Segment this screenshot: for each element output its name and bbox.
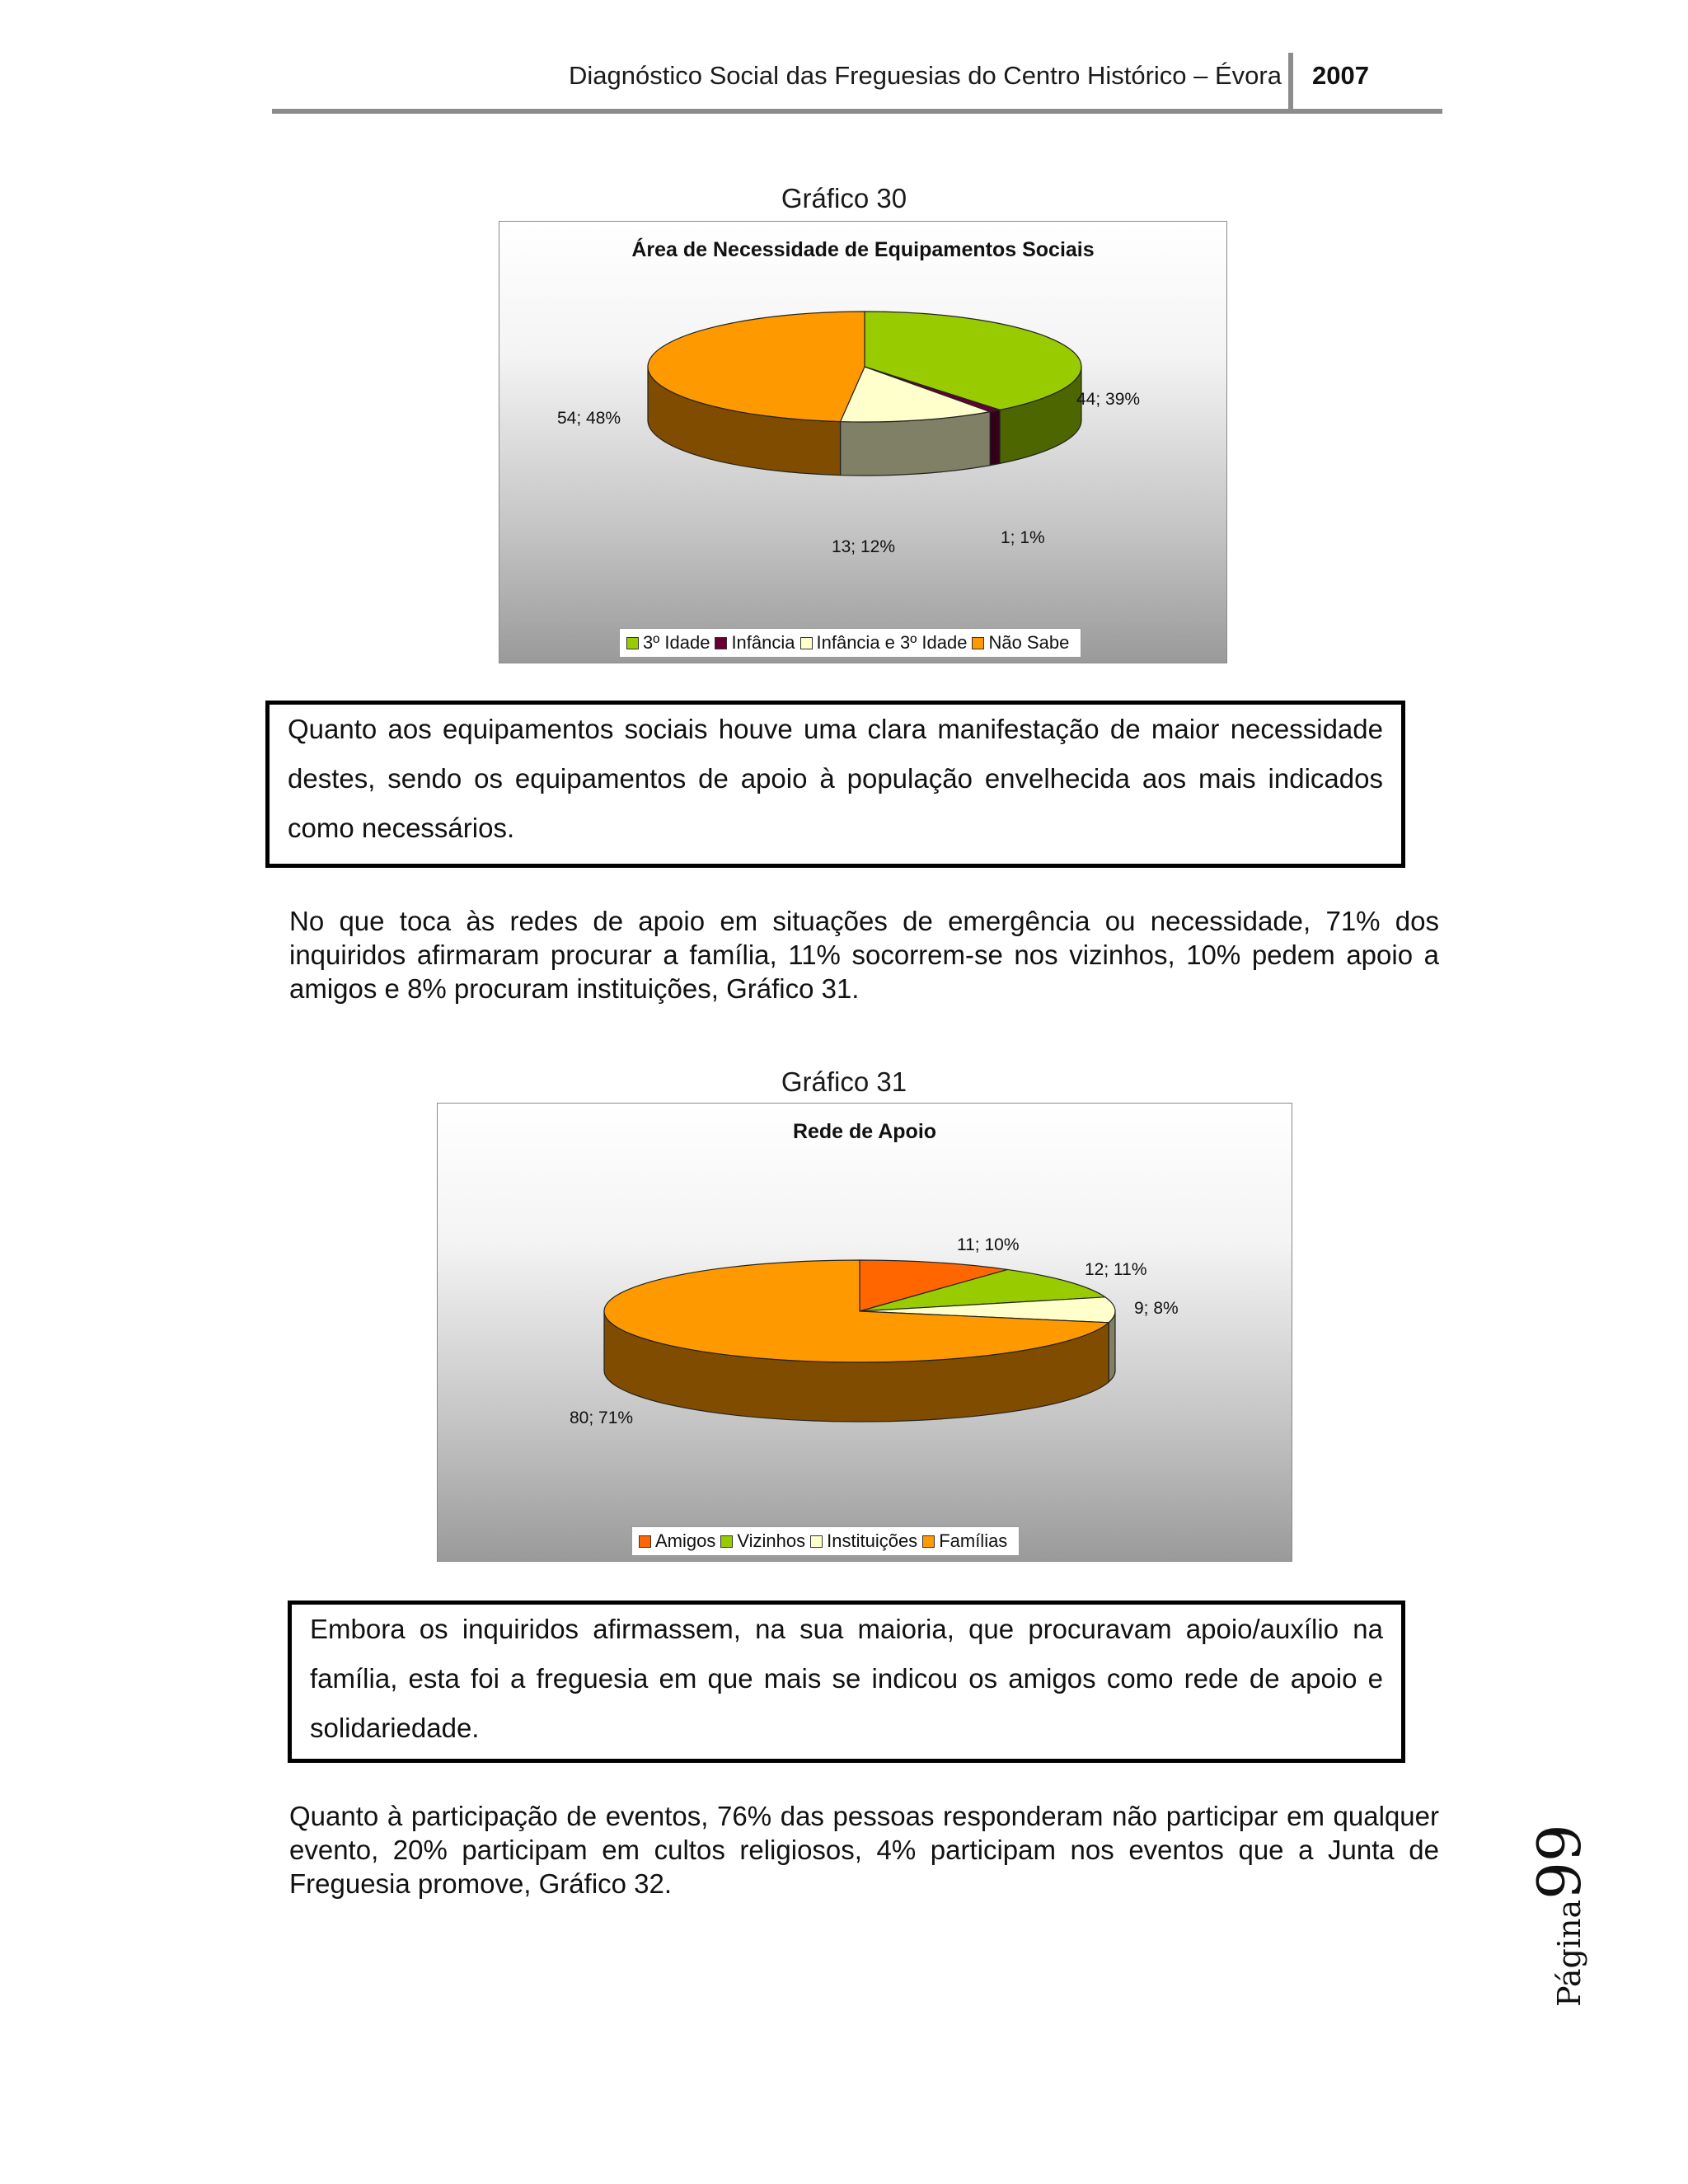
chart-30-area: [499, 221, 1227, 663]
highlight-box-2: [288, 1601, 1405, 1763]
header-separator: [1288, 53, 1293, 110]
header-rule: [272, 109, 1442, 114]
chart31-legend-label: Vizinhos: [737, 1530, 806, 1551]
chart31-data-label-1: 12; 11%: [1085, 1260, 1147, 1279]
chart31-legend-item: [810, 1530, 917, 1552]
chart30-data-label-1: 1; 1%: [1001, 528, 1045, 547]
chart30-legend-label: 3º Idade: [643, 632, 710, 653]
page-number: 99: [1525, 1824, 1594, 1900]
figure-30-caption: Gráfico 30: [781, 183, 907, 213]
chart30-legend-item: [715, 632, 795, 654]
paragraph-1: No que toca às redes de apoio em situações de emergência ou necessidade, 71% dos inquiridos afirmaram procurar a família, 11% socorrem-se nos vizinhos, 10% pedem apoio a amigos e 8% procuram instituições, Gráfico 31.: [289, 906, 1439, 1004]
chart30-data-label-3: 54; 48%: [557, 409, 621, 428]
chart30-legend-item: [626, 632, 710, 654]
chart30-legend-swatch: [715, 637, 727, 649]
chart31-data-label-2: 9; 8%: [1134, 1299, 1179, 1318]
chart30-data-label-2: 13; 12%: [831, 537, 895, 556]
page-label: Página: [1551, 1899, 1587, 2007]
chart31-legend-swatch: [639, 1535, 651, 1548]
chart31-legend-label: Instituições: [827, 1530, 918, 1551]
chart30-legend-swatch: [626, 637, 639, 649]
chart-31-pie: [438, 1104, 1292, 1561]
header-year: 2007: [1312, 61, 1369, 90]
chart30-legend-swatch: [800, 637, 813, 649]
chart30-side-1: [990, 410, 1000, 465]
chart31-legend-item: [922, 1530, 1007, 1552]
chart31-legend-item: [720, 1530, 805, 1552]
highlight-box-1: [265, 701, 1405, 868]
page-number-marker: [1525, 1825, 1615, 2007]
chart-31-legend: [631, 1526, 1020, 1556]
chart30-legend-label: Infância: [731, 632, 795, 653]
page-header: [272, 49, 1442, 114]
chart31-data-label-0: 11; 10%: [957, 1235, 1020, 1254]
chart30-legend-swatch: [972, 637, 984, 649]
chart31-legend-label: Amigos: [655, 1530, 716, 1551]
chart-30-pie: [499, 222, 1226, 663]
chart30-legend-item: [800, 632, 968, 654]
chart31-legend-swatch: [922, 1535, 935, 1548]
chart-31-area: [437, 1103, 1292, 1562]
chart31-data-label-3: 80; 71%: [570, 1408, 634, 1427]
chart-30-title: Área de Necessidade de Equipamentos Sociais: [631, 238, 1095, 261]
chart30-legend-label: Não Sabe: [988, 632, 1070, 653]
chart30-legend-item: [972, 632, 1069, 654]
chart-30-legend: [619, 628, 1081, 658]
chart30-legend-label: Infância e 3º Idade: [816, 632, 968, 653]
highlight-box-1-text: Quanto aos equipamentos sociais houve uma clara manifestação de maior necessidade destes, sendo os equipamentos de apoio à população envelhecida aos mais indicados como necessários.: [288, 714, 1383, 843]
chart31-legend-label: Famílias: [939, 1530, 1008, 1551]
chart30-data-label-0: 44; 39%: [1076, 390, 1141, 409]
header-title: Diagnóstico Social das Freguesias do Centro Histórico – Évora: [569, 61, 1282, 90]
chart31-legend-item: [639, 1530, 715, 1552]
chart31-legend-swatch: [810, 1535, 823, 1548]
figure-31-caption: Gráfico 31: [781, 1066, 907, 1097]
chart31-legend-swatch: [720, 1535, 733, 1548]
paragraph-2: Quanto à participação de eventos, 76% das pessoas responderam não participar em qualquer evento, 20% participam em cultos religiosos, 4% participam nos eventos que a Junta de Freguesia promove, Gráfico 32.: [289, 1801, 1439, 1899]
chart-31-title: Rede de Apoio: [792, 1120, 937, 1143]
highlight-box-2-text: Embora os inquiridos afirmassem, na sua maioria, que procuravam apoio/auxílio na família, esta foi a freguesia em que mais se indicou os amigos como rede de apoio e solidariedade.: [310, 1614, 1383, 1743]
